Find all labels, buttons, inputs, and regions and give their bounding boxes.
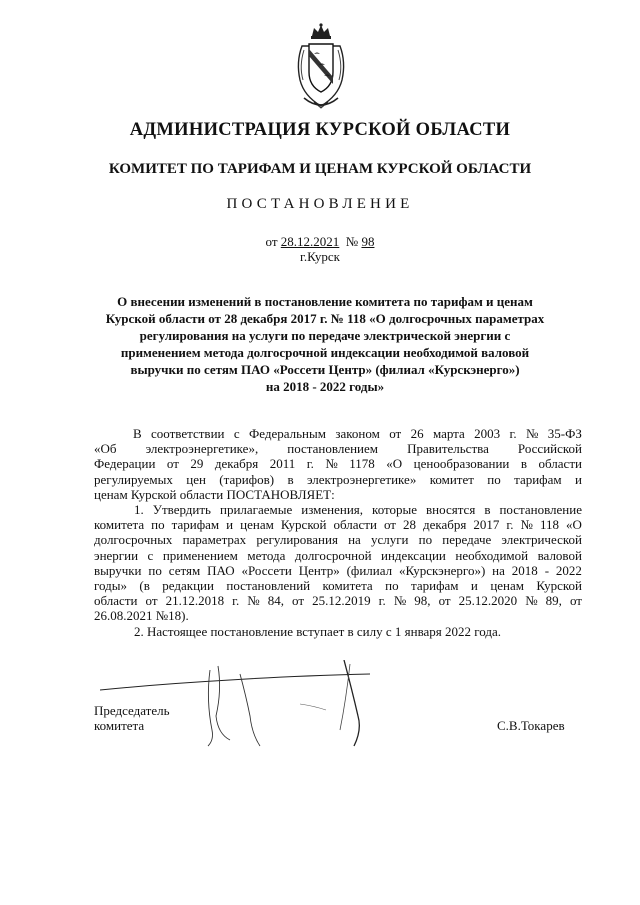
body-line (94, 593, 582, 608)
word: и (226, 517, 234, 533)
word: постановлением (287, 441, 379, 457)
body-line: 26.08.2021 №18). (94, 608, 189, 624)
position-line: Председатель (94, 703, 170, 718)
word: 2003 (474, 426, 501, 441)
word: вносятся (426, 502, 476, 518)
word: «Курскэнерго») (399, 562, 486, 578)
word: законом (335, 426, 380, 441)
word: цен (186, 471, 206, 487)
word: по (418, 532, 433, 548)
document-number: 98 (361, 234, 375, 249)
body-line: ценам Курской области ПОСТАНОВЛЯЕТ: (94, 486, 335, 502)
word: 2022 (555, 562, 582, 578)
word: области (538, 456, 582, 472)
city: г.Курск (300, 249, 340, 264)
word: Курской (280, 517, 327, 533)
word: 29 (190, 456, 204, 472)
word: от (389, 426, 402, 441)
word: № (520, 517, 533, 533)
word: № (247, 593, 260, 609)
word: по (148, 562, 162, 578)
word: постановлений (226, 578, 311, 594)
word: области (333, 517, 377, 533)
document-date: 28.12.2021 (280, 234, 340, 249)
word: № (393, 593, 407, 609)
word: в (484, 502, 491, 518)
word: в (520, 456, 528, 472)
word: «Россети (241, 562, 292, 578)
body-line (94, 502, 582, 517)
title-line: на 2018 - 2022 годы» (265, 379, 385, 394)
word: годы» (94, 578, 127, 594)
word: постановление (499, 502, 582, 518)
word: 26 (410, 426, 424, 441)
word: параметрах (182, 532, 247, 548)
word: декабря (422, 517, 467, 533)
word: ПАО (207, 562, 235, 578)
word: и (470, 578, 478, 594)
word: тарифам (514, 471, 562, 487)
word: с (233, 426, 240, 441)
word: комитета (94, 517, 145, 533)
word: - (544, 562, 550, 578)
body-line (94, 548, 582, 563)
committee-title: КОМИТЕТ ПО ТАРИФАМ И ЦЕНАМ КУРСКОЙ ОБЛАСТИ (108, 161, 532, 177)
title-line: применением метода долгосрочной индексации необходимой валовой (120, 345, 530, 360)
word: от (383, 517, 396, 533)
word: услуги (370, 532, 409, 548)
word: 25.12.2019 (312, 593, 371, 609)
word: соответствии (151, 426, 225, 441)
document-type: ПОСТАНОВЛЕНИЕ (226, 196, 414, 212)
word: ценам (240, 517, 274, 533)
word: 2011 (269, 456, 296, 472)
word: 2018 (511, 562, 538, 578)
word: комитет (429, 471, 474, 487)
date-prefix: от (265, 234, 278, 249)
word: 25.12.2020 (458, 593, 518, 609)
word: Центр» (298, 562, 340, 578)
word: регулирования (256, 532, 338, 548)
word: в (287, 471, 294, 487)
word: от (569, 593, 582, 609)
word: с (147, 547, 154, 563)
word: «Об (94, 441, 117, 457)
body-line (94, 456, 582, 471)
body-line (94, 441, 582, 456)
word: необходимой (455, 547, 529, 563)
body-line (94, 578, 582, 593)
word: Федерации (94, 456, 156, 472)
word: на (492, 562, 505, 578)
word: ценам (490, 578, 524, 594)
word: № (526, 426, 539, 441)
document-body (94, 426, 582, 639)
title-line: регулирования на услуги по передаче электрической энергии с (139, 328, 511, 343)
word: «О (566, 517, 582, 533)
word: «О (386, 456, 403, 472)
word: № (525, 593, 538, 609)
word: электроэнергетике» (306, 471, 417, 487)
word: (в (139, 578, 150, 594)
organization-title: АДМИНИСТРАЦИЯ КУРСКОЙ ОБЛАСТИ (129, 120, 511, 140)
body-line: 2. Настоящее постановление вступает в силу с 1 января 2022 года. (134, 623, 502, 639)
number-prefix: № (345, 234, 359, 249)
word: передаче (442, 532, 492, 548)
word: по (487, 471, 501, 487)
word: 28 (402, 517, 416, 533)
word: г. (306, 456, 314, 472)
word: г. (232, 593, 240, 609)
word: энергии (94, 547, 139, 563)
word: марта (432, 426, 465, 441)
body-line (94, 517, 582, 532)
title-line: О внесении изменений в постановление комитета по тарифам и ценам (117, 294, 533, 309)
word: 1. (134, 502, 144, 518)
word: и (574, 471, 582, 487)
body-line (94, 472, 582, 487)
coat-of-arms-icon (290, 22, 352, 112)
word: 2017 (473, 517, 500, 533)
signature-position (94, 703, 170, 733)
word: выручки (94, 562, 142, 578)
word: Утвердить (152, 502, 211, 518)
word: от (166, 456, 179, 472)
word: тарифам (171, 517, 220, 533)
word: электрической (501, 532, 582, 548)
word: изменения, (301, 502, 364, 518)
word: 21.12.2018 (165, 593, 225, 609)
word: по (385, 578, 399, 594)
word: от (292, 593, 305, 609)
word: редакции (162, 578, 214, 594)
title-line: выручки по сетям ПАО «Россети Центр» (филиал «Курскэнерго») (130, 362, 520, 377)
word: от (438, 593, 451, 609)
date-line (0, 234, 640, 250)
word: сетям (168, 562, 201, 578)
word: которые (372, 502, 418, 518)
word: 1178 (349, 456, 375, 472)
word: индексации (381, 547, 446, 563)
word: метода (247, 547, 286, 563)
word: Федеральным (249, 426, 326, 441)
title-line: Курской области от 28 декабря 2017 г. № 118 «О долгосрочных параметрах (105, 311, 545, 326)
word: долгосрочных (94, 532, 173, 548)
word: прилагаемые (219, 502, 293, 518)
body-line (94, 563, 582, 578)
word: 35-ФЗ (547, 426, 582, 441)
word: Российской (517, 441, 582, 457)
word: (тарифов) (219, 471, 275, 487)
body-line (94, 426, 582, 441)
word: от (145, 593, 158, 609)
word: декабря (214, 456, 259, 472)
word: г. (506, 517, 514, 533)
word: тарифам (411, 578, 459, 594)
document-title (95, 293, 555, 395)
word: на (348, 532, 361, 548)
word: по (151, 517, 165, 533)
word: г. (378, 593, 386, 609)
word: комитета (322, 578, 373, 594)
word: Курской (536, 578, 582, 594)
signatory-name: С.В.Токарев (497, 718, 565, 733)
word: № (325, 456, 338, 472)
word: Правительства (407, 441, 489, 457)
word: электроэнергетике», (145, 441, 259, 457)
word: 84, (267, 593, 284, 609)
word: применением (162, 547, 238, 563)
word: долгосрочной (294, 547, 372, 563)
word: В (133, 426, 142, 441)
word: валовой (537, 547, 582, 563)
word: г. (509, 426, 517, 441)
word: ценообразовании (413, 456, 510, 472)
body-line (94, 532, 582, 547)
word: 98, (414, 593, 431, 609)
word: области (94, 593, 138, 609)
word: 118 (539, 517, 559, 533)
word: 89, (545, 593, 562, 609)
word: (филиал (346, 562, 393, 578)
word: регулируемых (94, 471, 173, 487)
position-line: комитета (94, 718, 145, 733)
